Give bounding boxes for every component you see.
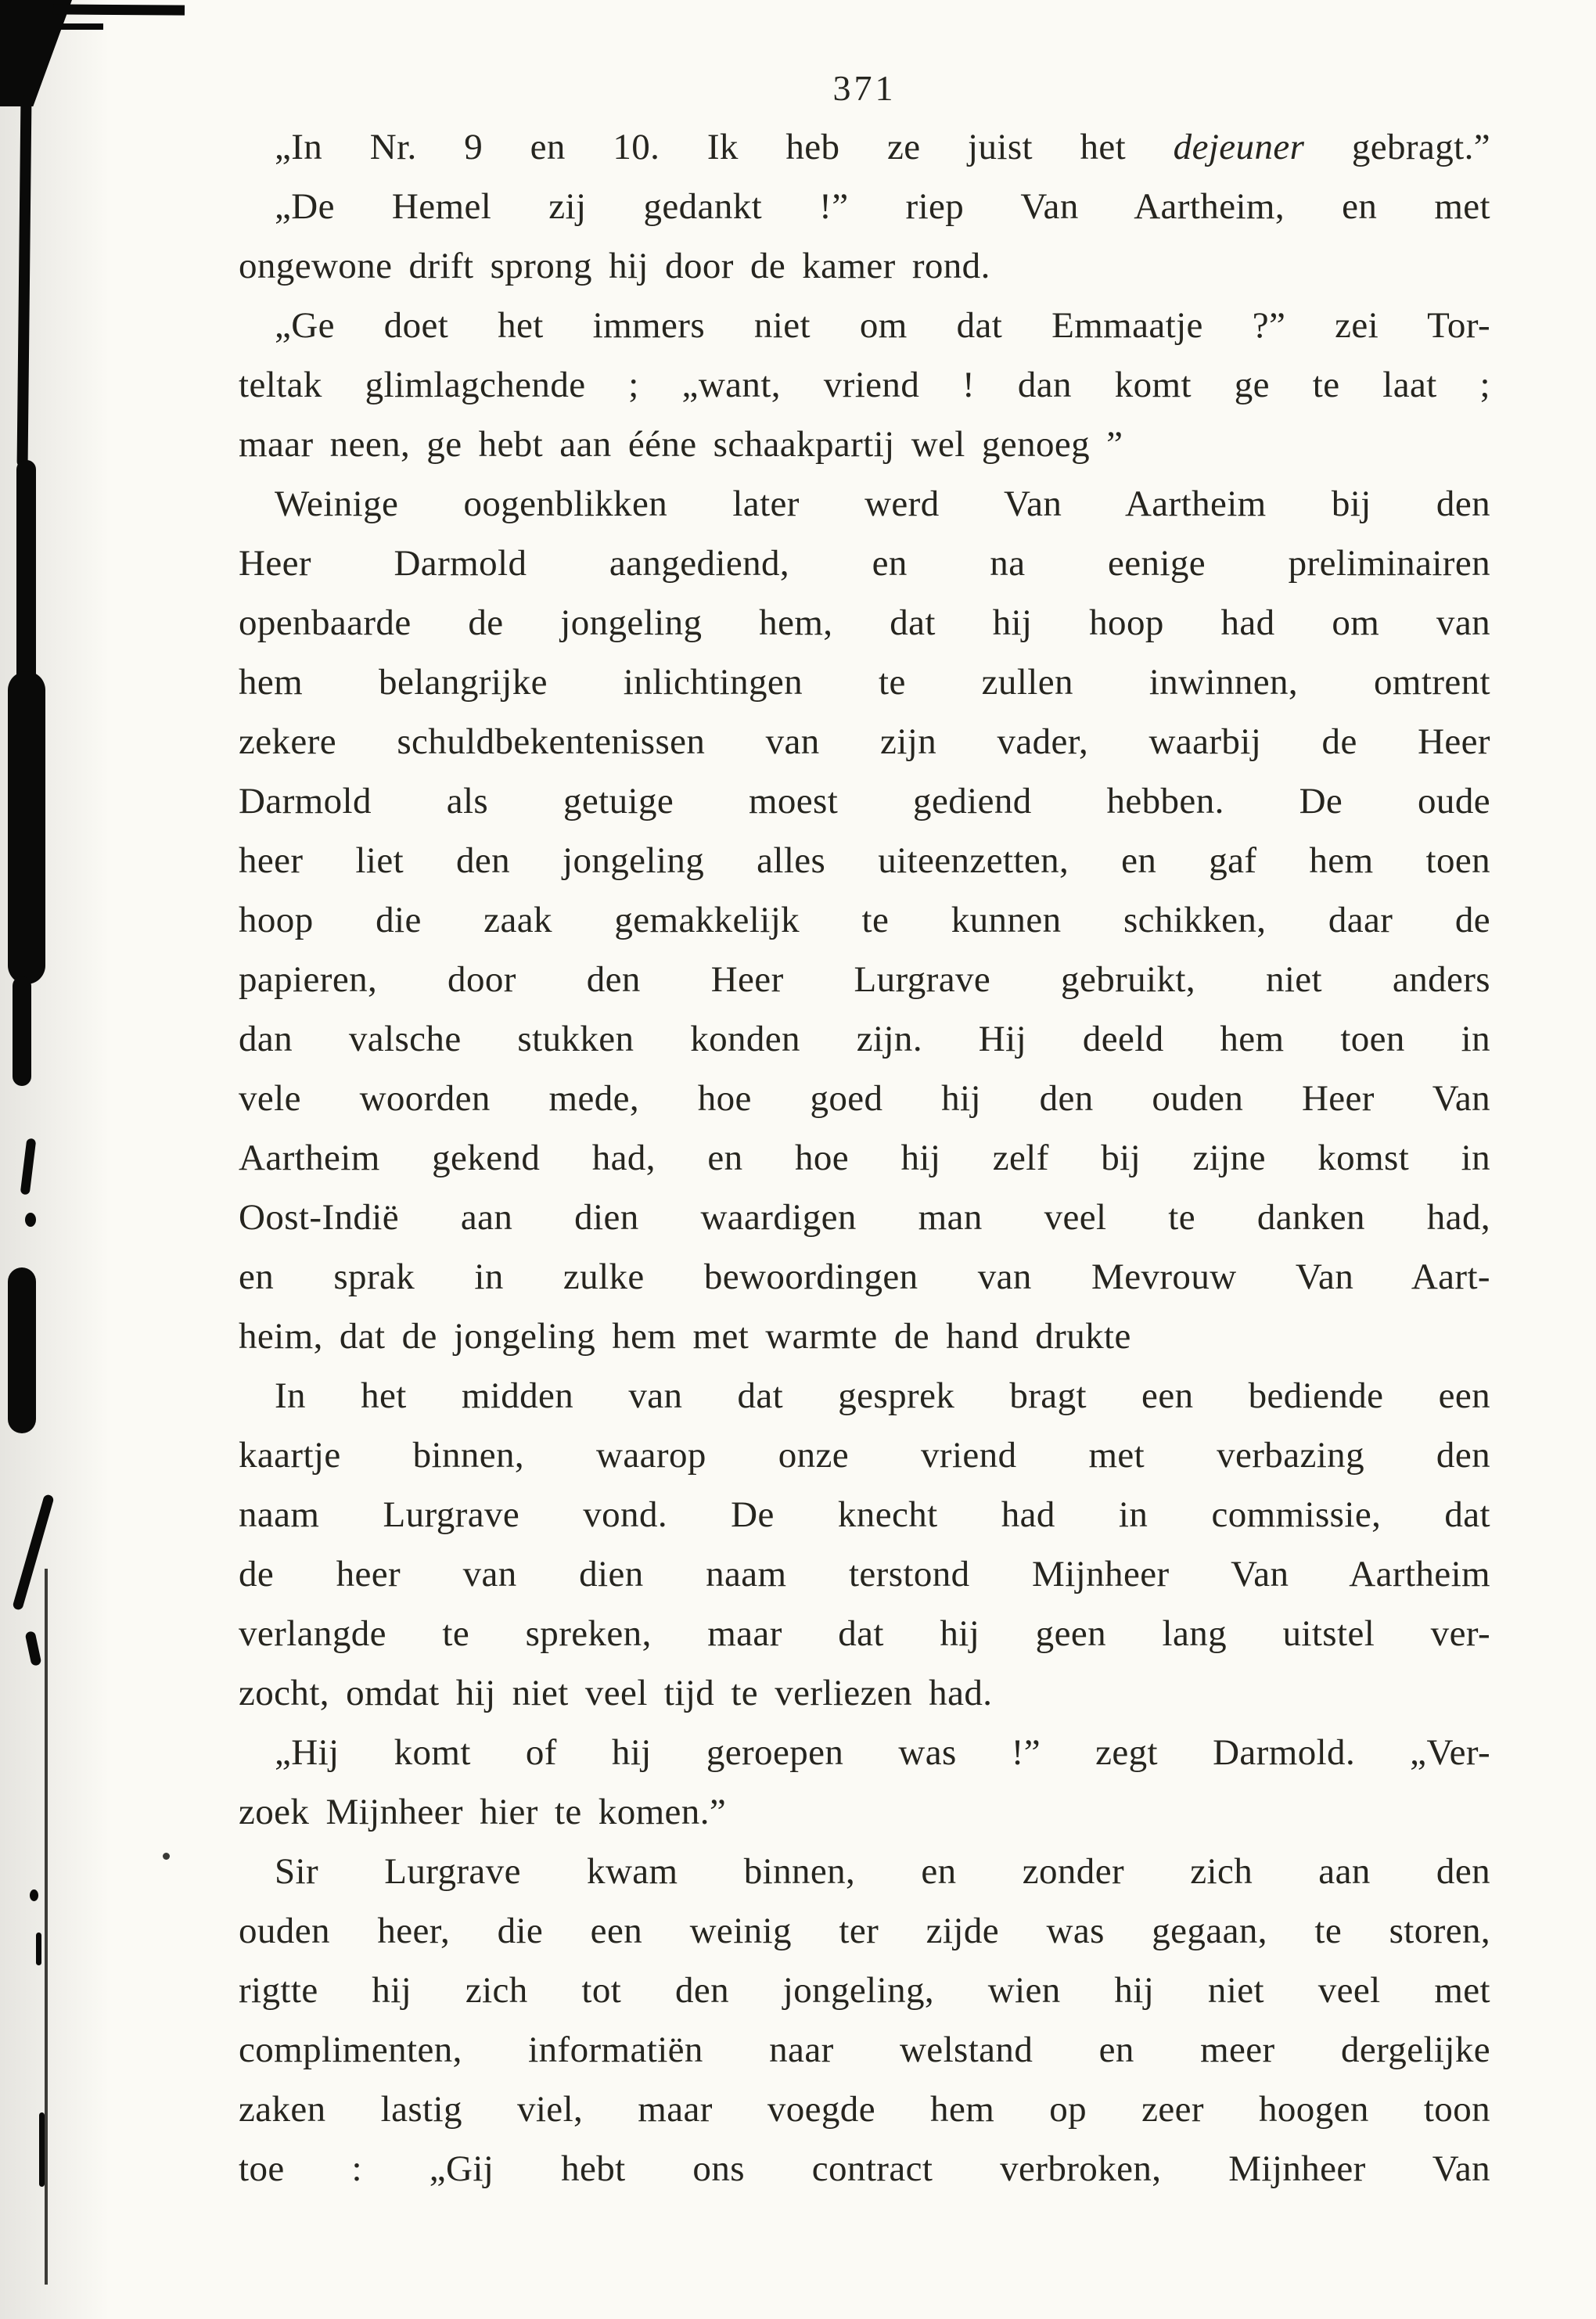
scan-artifact-stray-dot bbox=[163, 1853, 170, 1860]
italic-text-segment: dejeuner bbox=[1173, 127, 1305, 167]
text-segment: Weinige oogenblikken later werd Van Aartheim bij den bbox=[275, 484, 1490, 524]
text-line bbox=[239, 1426, 1490, 1485]
text-line bbox=[239, 1069, 1490, 1128]
text-line bbox=[239, 712, 1490, 771]
scan-artifact-mark bbox=[20, 1138, 37, 1195]
scan-artifact-corner-blot bbox=[0, 0, 72, 106]
text-segment: zoek Mijnheer hier te komen.” bbox=[239, 1792, 727, 1832]
text-segment: papieren, door den Heer Lurgrave gebruikt, niet anders bbox=[239, 959, 1490, 1000]
text-segment: ongewone drift sprong hij door de kamer rond. bbox=[239, 246, 990, 286]
text-segment: naam Lurgrave vond. De knecht had in commissie, dat bbox=[239, 1494, 1490, 1535]
text-segment: gebragt.” bbox=[1304, 127, 1490, 167]
text-segment: Heer Darmold aangediend, en na eenige preliminairen bbox=[239, 543, 1490, 584]
text-segment: de heer van dien naam terstond Mijnheer Van Aartheim bbox=[239, 1554, 1490, 1595]
scan-artifact-top-bar bbox=[53, 4, 185, 15]
text-segment: heim, dat de jongeling hem met warmte de hand drukte bbox=[239, 1316, 1131, 1357]
text-line bbox=[239, 1247, 1490, 1307]
text-line bbox=[239, 1544, 1490, 1604]
text-segment: hoop die zaak gemakkelijk te kunnen schikken, daar de bbox=[239, 900, 1490, 940]
text-segment: verlangde te spreken, maar dat hij geen lang uitstel ver- bbox=[239, 1613, 1490, 1654]
text-line bbox=[239, 593, 1490, 653]
text-line bbox=[239, 117, 1490, 177]
text-line bbox=[239, 1604, 1490, 1663]
text-line bbox=[239, 1901, 1490, 1961]
scan-artifact-top-bar-2 bbox=[55, 23, 103, 30]
text-segment: Aartheim gekend had, en hoe hij zelf bij zijne komst in bbox=[239, 1138, 1490, 1178]
text-segment: maar neen, ge hebt aan ééne schaakpartij wel genoeg ” bbox=[239, 424, 1123, 465]
text-line bbox=[239, 1842, 1490, 1901]
text-line bbox=[239, 1307, 1490, 1366]
text-line bbox=[239, 534, 1490, 593]
text-line bbox=[239, 296, 1490, 355]
text-segment: kaartje binnen, waarop onze vriend met verbazing den bbox=[239, 1435, 1490, 1476]
text-segment: complimenten, informatiën naar welstand en meer dergelijke bbox=[239, 2030, 1490, 2070]
scan-artifact-diagonal-mark bbox=[12, 1494, 54, 1611]
text-segment: hem belangrijke inlichtingen te zullen inwinnen, omtrent bbox=[239, 662, 1490, 703]
text-segment: „Ge doet het immers niet om dat Emmaatje ?” zei Tor- bbox=[275, 305, 1490, 346]
scan-artifact-dot bbox=[25, 1213, 36, 1227]
scan-artifact-hairline bbox=[45, 1569, 48, 2285]
scan-artifact-streak bbox=[17, 95, 32, 467]
text-line bbox=[239, 177, 1490, 236]
text-segment: In het midden van dat gesprek bragt een bediende een bbox=[275, 1375, 1490, 1416]
text-line bbox=[239, 2080, 1490, 2139]
text-line bbox=[239, 415, 1490, 474]
text-line bbox=[239, 950, 1490, 1009]
text-segment: Sir Lurgrave kwam binnen, en zonder zich aan den bbox=[275, 1851, 1490, 1892]
text-segment: zocht, omdat hij niet veel tijd te verliezen had. bbox=[239, 1673, 993, 1713]
text-line bbox=[239, 1188, 1490, 1247]
text-segment: openbaarde de jongeling hem, dat hij hoop had om van bbox=[239, 602, 1490, 643]
text-segment: rigtte hij zich tot den jongeling, wien hij niet veel met bbox=[239, 1970, 1490, 2011]
scan-artifact-streak bbox=[8, 671, 45, 984]
text-segment: zekere schuldbekentenissen van zijn vader, waarbij de Heer bbox=[239, 721, 1490, 762]
text-block bbox=[239, 117, 1490, 2199]
scan-artifact-dash bbox=[39, 2112, 45, 2187]
text-segment: Darmold als getuige moest gediend hebben. De oude bbox=[239, 781, 1490, 822]
scan-artifact-streak bbox=[16, 460, 36, 695]
text-segment: vele woorden mede, hoe goed hij den ouden Heer Van bbox=[239, 1078, 1490, 1119]
text-line bbox=[239, 831, 1490, 890]
scan-artifact-dot bbox=[30, 1889, 38, 1901]
text-line bbox=[239, 1782, 1490, 1842]
text-line bbox=[239, 771, 1490, 831]
text-line bbox=[239, 2139, 1490, 2199]
scan-artifact-streak bbox=[8, 1267, 36, 1433]
text-line bbox=[239, 1663, 1490, 1723]
text-segment: „In Nr. 9 en 10. Ik heb ze juist het bbox=[275, 127, 1174, 167]
text-segment: Oost-Indië aan dien waardigen man veel te danken had, bbox=[239, 1197, 1490, 1238]
text-line bbox=[239, 1366, 1490, 1426]
text-segment: „Hij komt of hij geroepen was !” zegt Darmold. „Ver- bbox=[275, 1732, 1490, 1773]
text-segment: ouden heer, die een weinig ter zijde was gegaan, te storen, bbox=[239, 1911, 1490, 1951]
scan-artifact-dash bbox=[36, 1932, 41, 1965]
text-segment: en sprak in zulke bewoordingen van Mevrouw Van Aart- bbox=[239, 1257, 1490, 1297]
text-line bbox=[239, 474, 1490, 534]
text-segment: dan valsche stukken konden zijn. Hij deeld hem toen in bbox=[239, 1019, 1490, 1059]
text-segment: teltak glimlagchende ; „want, vriend ! dan komt ge te laat ; bbox=[239, 365, 1490, 405]
page-number: 371 bbox=[832, 68, 897, 108]
text-segment: zaken lastig viel, maar voegde hem op zeer hoogen toon bbox=[239, 2089, 1490, 2130]
text-line bbox=[239, 236, 1490, 296]
text-line bbox=[239, 1961, 1490, 2020]
text-line bbox=[239, 1128, 1490, 1188]
text-line bbox=[239, 1009, 1490, 1069]
text-line bbox=[239, 890, 1490, 950]
text-line bbox=[239, 2020, 1490, 2080]
text-line bbox=[239, 1723, 1490, 1782]
text-segment: toe : „Gij hebt ons contract verbroken, Mijnheer Van bbox=[239, 2148, 1490, 2189]
scan-artifact-mark bbox=[25, 1630, 42, 1666]
text-segment: „De Hemel zij gedankt !” riep Van Aartheim, en met bbox=[275, 186, 1490, 227]
scan-artifact-streak bbox=[13, 976, 31, 1086]
text-line bbox=[239, 355, 1490, 415]
text-line bbox=[239, 1485, 1490, 1544]
text-segment: heer liet den jongeling alles uiteenzetten, en gaf hem toen bbox=[239, 840, 1490, 881]
text-line bbox=[239, 653, 1490, 712]
binding-shadow bbox=[0, 0, 110, 2319]
